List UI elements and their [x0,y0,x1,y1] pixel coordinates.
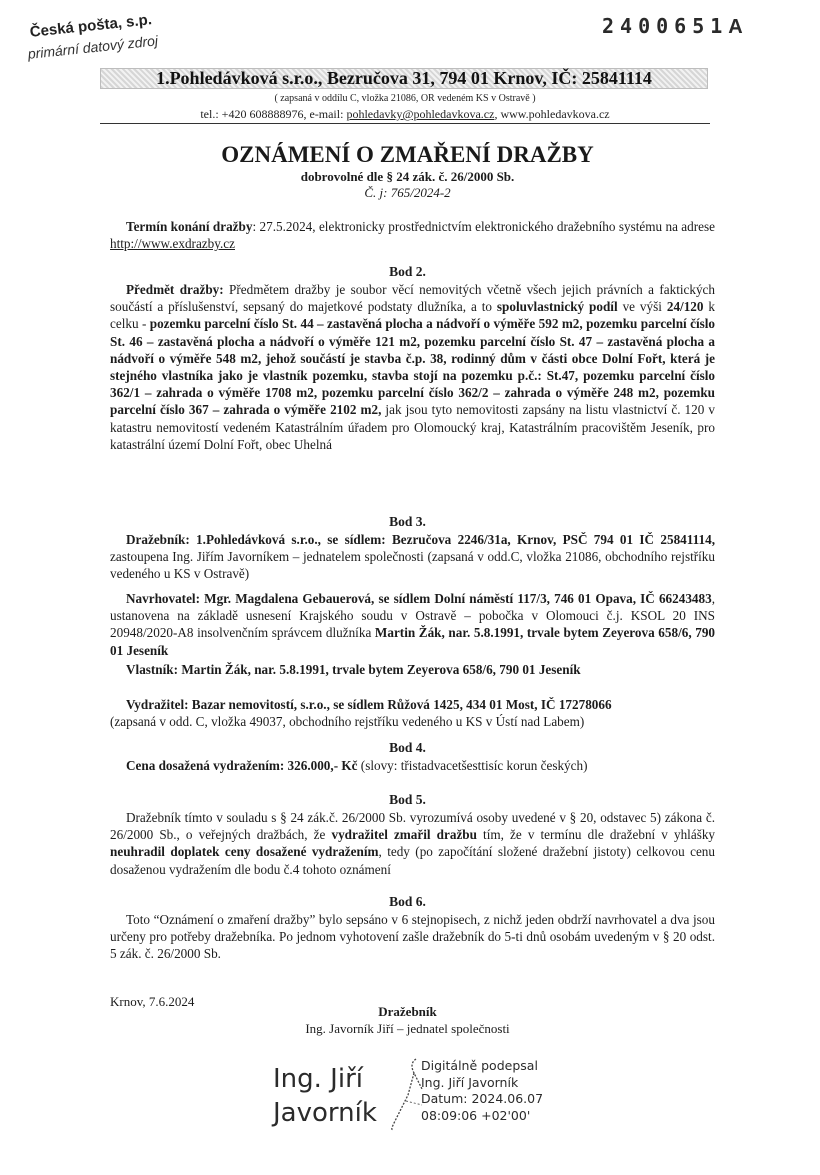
bod2-parcels: pozemku parcelní číslo St. 44 – zastavěná plocha a nádvoří o výměře 592 m2, pozemku parcelní číslo St. 46 – zastavěná plocha a nádvoří o výměře 121 m2, pozemku parcelní číslo St. 47 – zastavěná plocha a nádvoří o výměře 548 m2, jehož součástí je stavba č.p. 38, rodinný dům v části obce Dolní Fořt, která je stejného vlastníka jako je vlastník pozemku, stavba stojí na pozemku p.č.: St.47, pozemku parcelní číslo 362/1 – zahrada o výměře 1708 m2, pozemku parcelní číslo 362/2 – zahrada o výměře 248 m2, pozemku parcelní číslo 367 – zahrada o výměře 2102 m2, [110,316,715,418]
bod5-paragraph [110,809,715,878]
e-signature-line: Ing. Jiří Javorník [421,1074,519,1090]
auctioneer-details: zastoupena Ing. Jiřím Javorníkem – jednatelem společnosti (zapsaná v odd.C, vložka 21086, obchodního rejstříku vedeného u KS v Ostravě) [110,549,715,582]
auction-url-link[interactable]: http://www.exdrazby.cz [110,236,235,252]
owner-identity: Vlastník: Martin Žák, nar. 5.8.1991, trvale bytem Zeyerova 658/6, 790 01 Jeseník [126,662,581,677]
document-number-suffix: A [728,16,743,38]
owner-paragraph [110,661,715,678]
bod5-frustration: vydražitel zmařil dražbu [331,827,477,843]
company-registration: ( zapsaná v oddílu C, vložka 21086, OR vedeném KS v Ostravě ) [274,93,536,104]
e-signature-details [421,1058,543,1124]
price-in-words: (slovy: třistadvacetšesttisíc korun českých) [357,758,588,773]
e-signature-date: Datum: 2024.06.07 [421,1091,544,1106]
signatory-name: Ing. Javorník Jiří – jednatel společnosti [305,1021,510,1036]
signatory-role: Dražebník [378,1004,437,1019]
auction-term-text: : 27.5.2024, elektronicky prostřednictvím elektronického dražebního systému na adrese [252,219,715,234]
buyer-paragraph [110,696,715,730]
price-paragraph [110,757,715,774]
proposer-identity: Navrhovatel: Mgr. Magdalena Gebauerová, se sídlem Dolní náměstí 117/3, 746 01 Opava, IČ 66243483 [126,591,712,606]
document-title: OZNÁMENÍ O ZMAŘENÍ DRAŽBY [221,142,594,167]
company-contact [100,107,710,122]
e-signature-time: 08:09:06 +02'00' [421,1107,531,1123]
bod6-paragraph [110,911,715,963]
auctioneer-identity: Dražebník: 1.Pohledávková s.r.o., se sídlem: Bezručova 2246/31a, Krnov, PSČ 794 01 IČ 25841114, [126,532,715,547]
document-subtitle: dobrovolné dle § 24 zák. č. 26/2000 Sb. [300,169,515,184]
bod4-heading: Bod 4. [389,740,426,755]
bod6-heading: Bod 6. [389,894,426,909]
contact-website[interactable]: www.pohledavkova.cz [500,107,610,121]
bod5-text: , tedy (po započítání složené dražební jistoty) celkovou cenu dosaženou vydražením dle bodu č.4 tohoto oznámení [110,844,715,877]
place-date: Krnov, 7.6.2024 [110,994,195,1009]
bod5-text: Dražebník tímto v souladu s § 24 zák.č. 26/2000 Sb. vyrozumívá osoby uvedené v § 20, odstavec 5) zákona č. 26/2000 Sb., o veřejných dražbách, že [110,810,715,843]
post-stamp-title: Česká pošta, s.p. [29,11,153,41]
contact-phone: tel.: +420 608888976, e-mail: [200,107,347,121]
bod5-unpaid: neuhradil doplatek ceny dosažené vydražením [110,844,379,860]
bod6-text: Toto “Oznámení o zmaření dražby” bylo sepsáno v 6 stejnopisech, z nichž jeden obdrží navrhovatel a dva jsou určeny pro potřeby dražebníka. Po jednom vyhotovení zašle dražebník do 5-ti dnů osobám uvedeným v § 20 odst. 5 zák. č. 26/2000 Sb. [110,912,715,962]
e-signature-name-line2: Javorník [273,1098,377,1128]
bod2-share: spoluvlastnický podíl [496,299,618,315]
document-reference: Č. j: 765/2024-2 [364,185,451,200]
bod2-text: Předmětem dražby je soubor věcí nemovitých včetně všech jejich právních a faktických součástí a příslušenství, sepsaný do majetkové podstaty dlužníka, a to [110,282,716,315]
achieved-price: Cena dosažená vydražením: 326.000,- Kč [126,758,358,773]
bod2-text: k celku - [110,299,715,332]
buyer-identity: Vydražitel: Bazar nemovitostí, s.r.o., se sídlem Růžová 1425, 434 01 Most, IČ 17278066 [126,697,612,712]
bod5-text: tím, že v termínu dle dražební v yhlášky [476,827,716,843]
auctioneer-paragraph [110,531,715,583]
e-signature-name-line1: Ing. Jiří [273,1064,363,1094]
header-divider [100,123,710,124]
bod2-heading: Bod 2. [389,264,426,279]
bod3-heading: Bod 3. [389,514,426,529]
company-banner: 1.Pohledávková s.r.o., Bezručova 31, 794 01 Krnov, IČ: 25841114 [100,68,708,89]
bod2-text: jak jsou tyto nemovitosti zapsány na listu vlastnictví č. 120 v katastru nemovitostí vedeném Katastrálním úřadem pro Olomoucký kraj, Katastrálním pracovištěm Jeseník, pro katastrální území Dolní Fořt, obec Uhelná [110,402,715,452]
debtor-identity: Martin Žák, nar. 5.8.1991, trvale bytem Zeyerova 658/6, 790 01 Jeseník [110,625,716,658]
buyer-details: (zapsaná v odd. C, vložka 49037, obchodního rejstříku vedeného u KS v Ústí nad Labem) [110,714,585,730]
e-signature-line: Digitálně podepsal [421,1058,538,1073]
contact-separator: , [494,107,501,121]
bod2-paragraph [110,281,715,453]
proposer-details: , ustanovena na základě usnesení Krajského soudu v Ostravě – pobočka v Olomouci č.j. KSOL 20 INS 20948/2020-A8 insolvenčním správcem dlužníka [110,591,715,641]
post-stamp-subtitle: primární datový zdroj [27,32,159,62]
bod2-label: Předmět dražby: [126,282,224,297]
bod2-share-ratio: 24/120 [666,299,704,315]
bod2-text: ve výši [617,299,667,315]
document-number [602,14,743,39]
proposer-paragraph [110,590,715,659]
e-signature-name [273,1062,377,1130]
signature-stroke-icon [386,1055,426,1135]
auction-term-paragraph [110,218,715,252]
contact-email-link[interactable]: pohledavky@pohledavkova.cz [346,107,495,121]
bod5-heading: Bod 5. [389,792,426,807]
document-number-digits: 2400651 [602,14,729,38]
auction-term-label: Termín konání dražby [126,219,253,234]
